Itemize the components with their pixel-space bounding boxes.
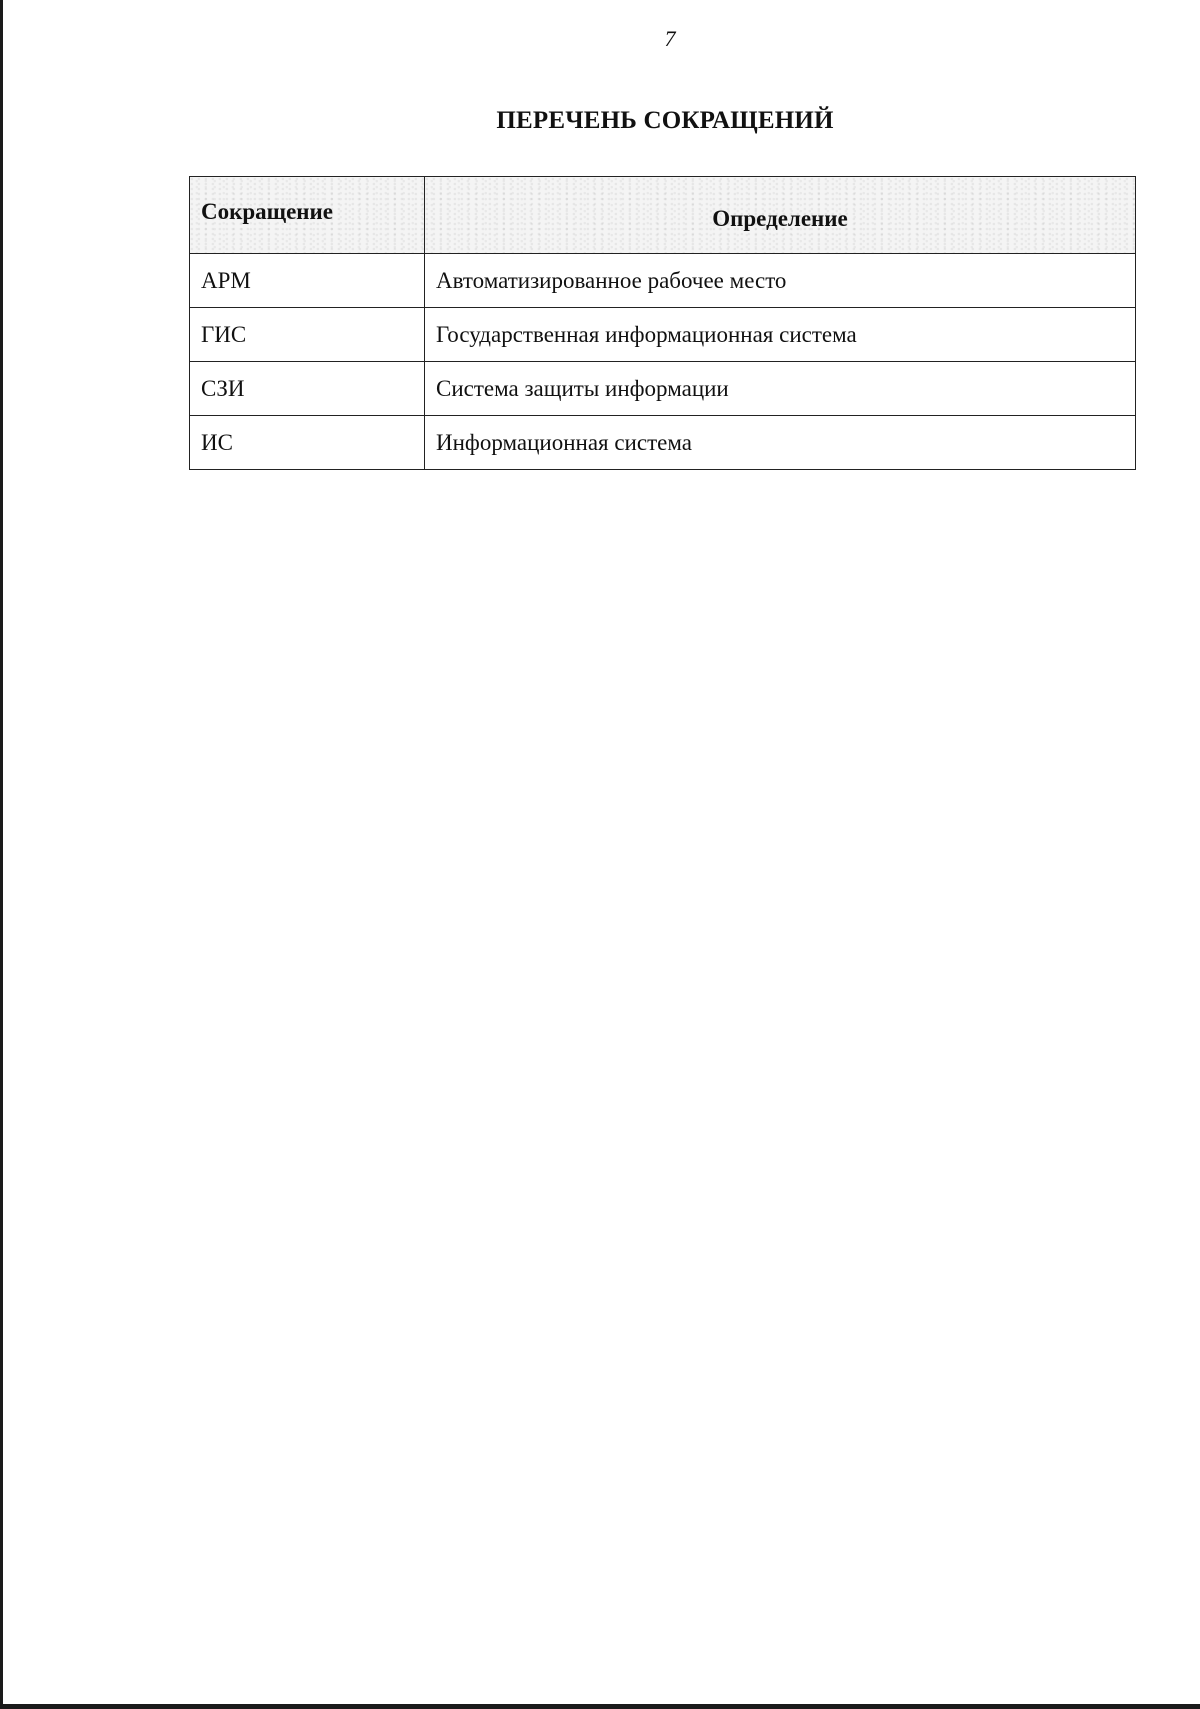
cell-abbreviation: ИС [190, 416, 425, 470]
page-title: ПЕРЕЧЕНЬ СОКРАЩЕНИЙ [496, 107, 834, 134]
table-body [190, 254, 1136, 470]
table-row [190, 254, 1136, 308]
scan-edge-left [0, 0, 3, 1709]
table-header [190, 177, 1136, 254]
page-number: 7 [664, 26, 676, 51]
cell-definition: Государственная информационная система [425, 308, 1136, 362]
cell-abbreviation: ГИС [190, 308, 425, 362]
table-header-row [190, 177, 1136, 254]
abbreviations-table [189, 176, 1136, 470]
table-row [190, 308, 1136, 362]
cell-definition: Информационная система [425, 416, 1136, 470]
table-row [190, 416, 1136, 470]
cell-definition: Автоматизированное рабочее место [425, 254, 1136, 308]
cell-abbreviation: СЗИ [190, 362, 425, 416]
cell-definition: Система защиты информации [425, 362, 1136, 416]
scan-edge-bottom [0, 1704, 1200, 1709]
header-definition: Определение [425, 177, 1136, 254]
table-row [190, 362, 1136, 416]
cell-abbreviation: АРМ [190, 254, 425, 308]
header-abbreviation: Сокращение [190, 177, 425, 254]
